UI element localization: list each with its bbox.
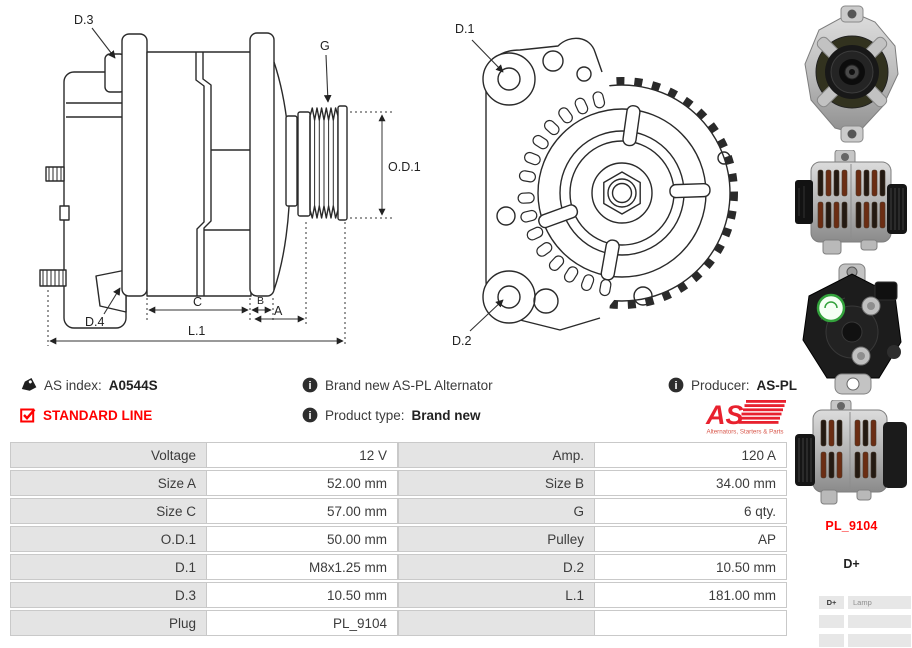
info-icon: [668, 377, 684, 393]
pulley: [298, 106, 347, 220]
spec-value: PL_9104: [206, 610, 398, 636]
dim-label-d1: D.1: [455, 22, 475, 36]
spec-value: 12 V: [206, 442, 398, 468]
terminal-designation: D+: [843, 557, 860, 571]
product-type-row: [302, 407, 481, 423]
spec-label: D.3: [10, 582, 206, 608]
product-photo-front[interactable]: [795, 2, 910, 148]
spec-label: L.1: [398, 582, 594, 608]
spec-value: 50.00 mm: [206, 526, 398, 552]
alternator-side-view: [40, 33, 347, 328]
pulley-photo: [795, 434, 815, 486]
tag-icon: [20, 377, 37, 394]
terminal-table: [819, 596, 911, 647]
spec-label: Pulley: [398, 526, 594, 552]
spec-value: 10.50 mm: [594, 554, 787, 580]
as-pl-logo: [698, 396, 792, 436]
as-logo-tagline: Alternators, Starters & Parts: [706, 428, 784, 436]
product-photo-side-pulley-left[interactable]: [795, 400, 910, 512]
spec-label: Size A: [10, 470, 206, 496]
spec-value: [594, 610, 787, 636]
as-index-label: AS index:: [44, 378, 102, 393]
product-type-value: Brand new: [411, 407, 481, 423]
spec-value: M8x1.25 mm: [206, 554, 398, 580]
dim-label-b: B: [257, 295, 265, 307]
terminal-code: [819, 615, 844, 628]
technical-drawings: [0, 0, 790, 370]
as-index-value: A0544S: [108, 378, 158, 393]
spec-label: [398, 610, 594, 636]
plug-reference-code: PL_9104: [825, 519, 878, 533]
dim-label-d2: D.2: [452, 334, 472, 348]
spec-value: 34.00 mm: [594, 470, 787, 496]
pulley-photo: [887, 184, 907, 234]
info-icon: [302, 377, 318, 393]
producer-value: AS-PL: [756, 377, 798, 393]
mounting-ear-d1: [483, 53, 535, 105]
spec-label: Plug: [10, 610, 206, 636]
terminal-code: D+: [819, 596, 844, 609]
spec-value: 120 A: [594, 442, 787, 468]
spec-value: 6 qty.: [594, 498, 787, 524]
dim-label-a: A: [274, 304, 283, 318]
svg-text:i: i: [308, 380, 312, 392]
svg-text:i: i: [674, 380, 678, 392]
producer-row: [668, 377, 797, 393]
spec-table: [10, 442, 787, 636]
product-photo-side-pulley-right[interactable]: [795, 150, 910, 258]
dim-label-d4: D.4: [85, 315, 105, 329]
terminal-label: [848, 615, 911, 628]
alternator-front-view: [483, 38, 734, 330]
dim-label-od1: O.D.1: [388, 160, 421, 174]
product-photo-rear[interactable]: [795, 262, 910, 396]
drive-end-bracket-bar: [250, 33, 274, 296]
brand-new-text: Brand new AS-PL Alternator: [325, 377, 493, 393]
spec-label: Amp.: [398, 442, 594, 468]
terminal-code: [819, 634, 844, 647]
spec-label: D.2: [398, 554, 594, 580]
qc-sticker: [818, 295, 844, 321]
spec-label: Voltage: [10, 442, 206, 468]
spec-label: Size C: [10, 498, 206, 524]
as-logo-text: AS: [706, 400, 744, 430]
front-bracket-bar: [122, 34, 147, 296]
product-type-label: Product type:: [325, 407, 405, 423]
spec-label: D.1: [10, 554, 206, 580]
spec-label: Size B: [398, 470, 594, 496]
spec-value: AP: [594, 526, 787, 552]
spec-label: O.D.1: [10, 526, 206, 552]
checkbox-checked-icon: [20, 407, 36, 423]
dim-label-g: G: [320, 39, 330, 53]
spec-value: 52.00 mm: [206, 470, 398, 496]
spec-value: 57.00 mm: [206, 498, 398, 524]
spec-label: G: [398, 498, 594, 524]
terminal-label: Lamp: [848, 596, 911, 609]
terminal-stud-upper: [46, 167, 64, 181]
info-icon: [302, 407, 318, 423]
spec-value: 10.50 mm: [206, 582, 398, 608]
product-line-label: STANDARD LINE: [43, 407, 153, 423]
terminal-label: [848, 634, 911, 647]
dim-label-c: C: [193, 295, 203, 309]
producer-label: Producer:: [691, 377, 750, 393]
brand-new-row: [302, 377, 493, 393]
product-line-row: [20, 407, 152, 423]
stator-body: [147, 52, 251, 296]
spec-value: 181.00 mm: [594, 582, 787, 608]
dim-label-l1: L.1: [188, 324, 206, 338]
svg-text:i: i: [308, 410, 312, 422]
connector-photo: [875, 282, 897, 300]
as-index-row: [20, 377, 158, 394]
shaft-washer: [286, 116, 297, 206]
mounting-ear-d2: [483, 271, 535, 323]
terminal-stud-lower: [40, 270, 66, 286]
dim-label-d3: D.3: [74, 13, 94, 27]
